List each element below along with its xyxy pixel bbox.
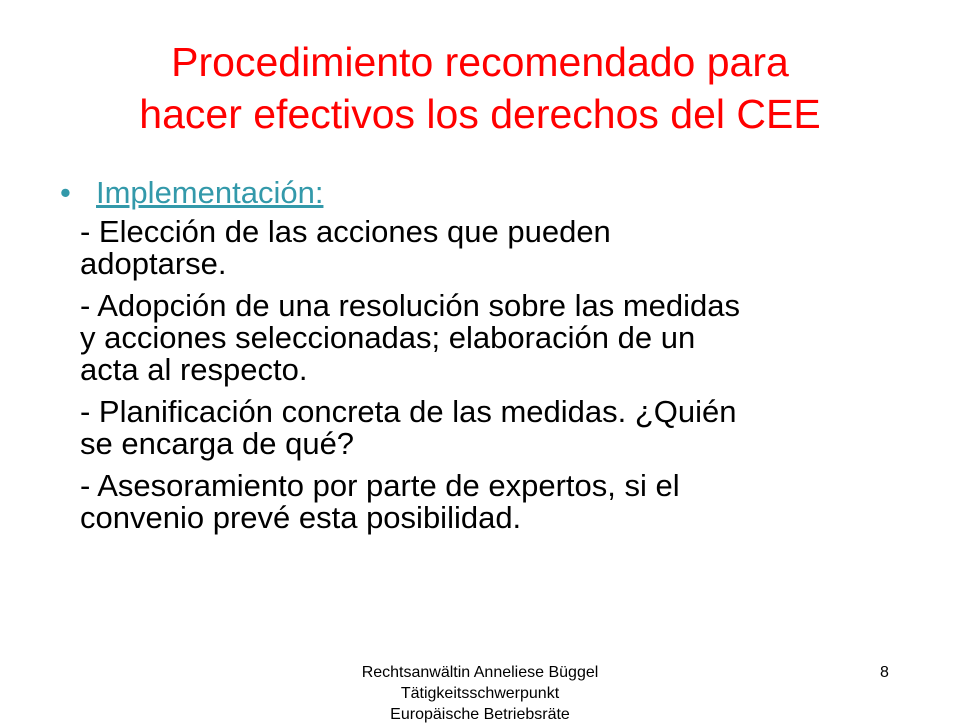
list-item xyxy=(80,288,894,387)
list-item xyxy=(80,468,894,535)
footer-author: Rechtsanwältin Anneliese Büggel xyxy=(361,664,599,681)
slide-title-line-1: Procedimiento recomendado para xyxy=(171,39,789,85)
slide-title xyxy=(40,36,920,140)
slide-footer xyxy=(300,662,660,725)
page-number: 8 xyxy=(880,664,889,681)
list-item-line: - Elección de las acciones que pueden xyxy=(80,214,611,249)
list-item-line: se encarga de qué? xyxy=(80,426,355,461)
footer-focus: Tätigkeitsschwerpunkt xyxy=(400,685,560,702)
implementation-steps-list xyxy=(80,214,894,544)
list-item xyxy=(80,214,894,281)
list-item-line: - Planificación concreta de las medidas. ¿Quién xyxy=(80,394,737,429)
implementation-heading-link[interactable]: Implementación: xyxy=(96,175,324,210)
list-item-line: convenio prevé esta posibilidad. xyxy=(80,500,522,535)
list-item-line: - Adopción de una resolución sobre las medidas xyxy=(80,288,741,323)
slide-title-line-2: hacer efectivos los derechos del CEE xyxy=(139,91,821,137)
footer-topic: Europäische Betriebsräte xyxy=(390,706,570,723)
list-item-line: y acciones seleccionadas; elaboración de un xyxy=(80,320,696,355)
bullet-icon: • xyxy=(60,175,71,210)
list-item xyxy=(80,394,894,461)
list-item-line: - Asesoramiento por parte de expertos, si el xyxy=(80,468,680,503)
list-item-line: acta al respecto. xyxy=(80,352,308,387)
list-item-line: adoptarse. xyxy=(80,246,227,281)
